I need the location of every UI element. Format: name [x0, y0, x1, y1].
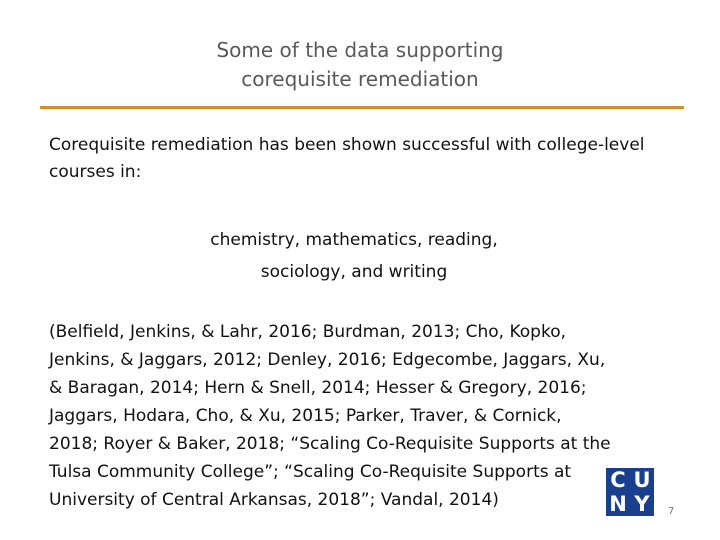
- citation-line: Tulsa Community College”; “Scaling Co-Requisite Supports at: [49, 462, 572, 482]
- citation-line: 2018; Royer & Baker, 2018; “Scaling Co-Requisite Supports at the: [49, 434, 611, 454]
- logo-letter: Y: [634, 492, 650, 516]
- slide-title: [0, 36, 720, 94]
- subject-line-2: sociology, and writing: [260, 262, 448, 282]
- citation-line: University of Central Arkansas, 2018”; Vandal, 2014): [49, 490, 499, 510]
- title-line-2: corequisite remediation: [241, 67, 479, 91]
- subject-line-1: chemistry, mathematics, reading,: [210, 230, 498, 250]
- title-divider: [40, 106, 684, 109]
- subject-list: [0, 224, 708, 288]
- logo-letter: N: [609, 492, 627, 516]
- citation-line: (Belfield, Jenkins, & Lahr, 2016; Burdman, 2013; Cho, Kopko,: [49, 322, 566, 342]
- logo-letter: C: [610, 468, 626, 492]
- citation-line: & Baragan, 2014; Hern & Snell, 2014; Hesser & Gregory, 2016;: [49, 378, 587, 398]
- title-line-1: Some of the data supporting: [216, 38, 504, 62]
- intro-text: Corequisite remediation has been shown successful with college-level courses in:: [49, 135, 645, 182]
- citation-line: Jaggars, Hodara, Cho, & Xu, 2015; Parker, Traver, & Cornick,: [49, 406, 562, 426]
- logo-letter: U: [633, 468, 651, 492]
- citation-line: Jenkins, & Jaggars, 2012; Denley, 2016; Edgecombe, Jaggars, Xu,: [49, 350, 606, 370]
- cuny-logo: [606, 468, 654, 516]
- page-number: 7: [668, 506, 675, 517]
- citations-block: [49, 318, 669, 514]
